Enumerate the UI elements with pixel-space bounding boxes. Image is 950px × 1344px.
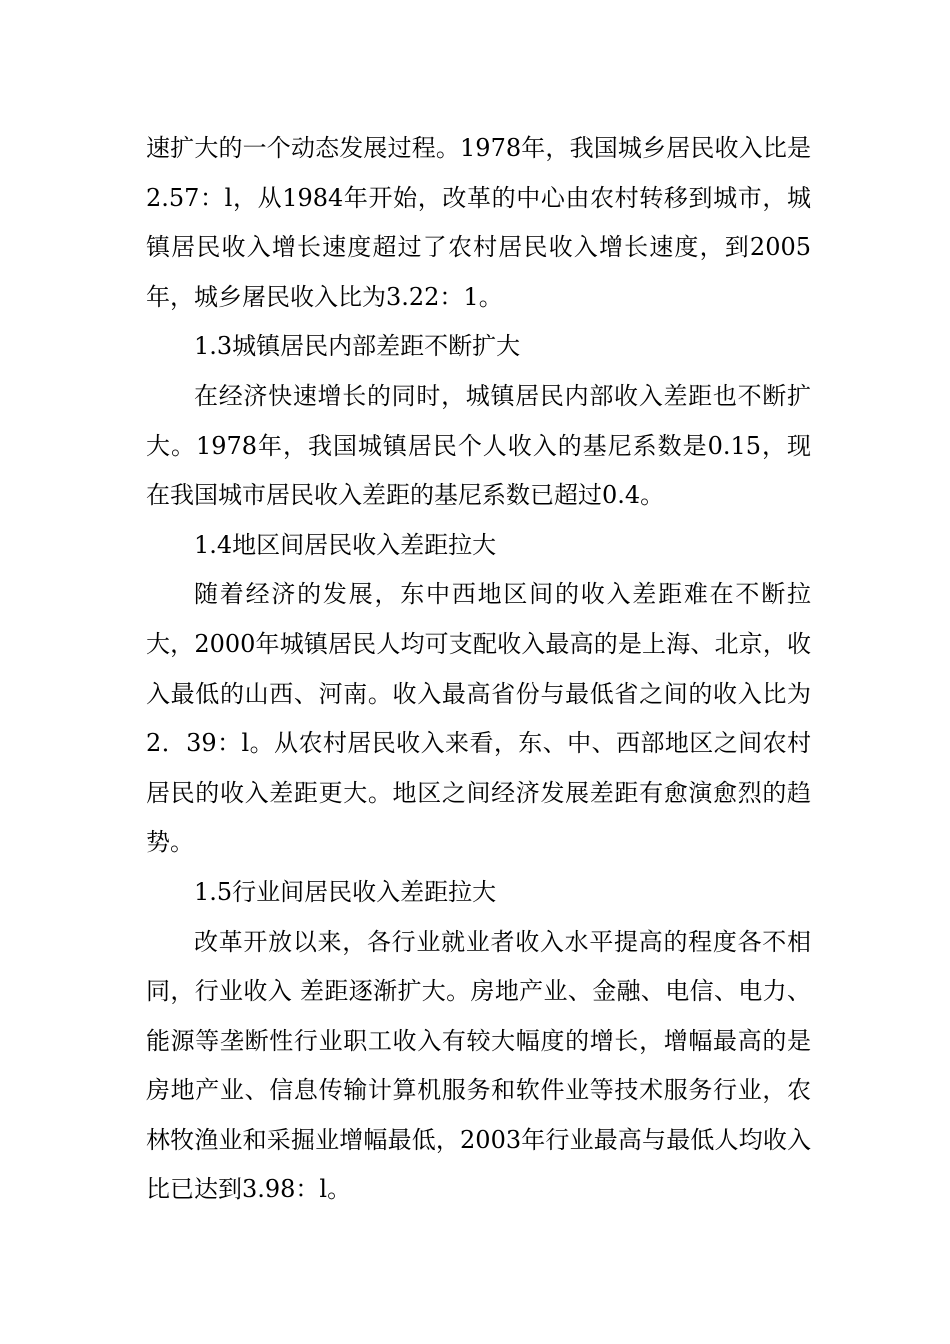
paragraph-urban-rural-ratio: 速扩大的一个动态发展过程。1978年，我国城乡居民收入比是2.57：l，从1984年开始，改革的中心由农村转移到城市，城镇居民收入增长速度超过了农村居民收入增长速度，到2005年，城乡屠民收入比为3.22：1。 [146, 134, 811, 311]
section-heading-1-4: 1.4地区间居民收入差距拉大 [194, 530, 497, 559]
section-heading-1-3: 1.3城镇居民内部差距不断扩大 [194, 332, 521, 361]
document-body [146, 124, 811, 1215]
section-heading-1-5: 1.5行业间居民收入差距拉大 [194, 877, 497, 906]
paragraph-regional-gap: 随着经济的发展，东中西地区间的收入差距难在不断拉大，2000年城镇居民人均可支配收入最高的是上海、北京，收入最低的山西、河南。收入最高省份与最低省之间的收入比为2．39：l。从农村居民收入来看，东、中、西部地区之间农村居民的收入差距更大。地区之间经济发展差距有愈演愈烈的趋势。 [146, 580, 811, 857]
paragraph-industry-gap: 改革开放以来，各行业就业者收入水平提高的程度各不相同，行业收入 差距逐渐扩大。房地产业、金融、电信、电力、能源等垄断性行业职工收入有较大幅度的增长，增幅最高的是房地产业、信息传输计算机服务和软件业等技术服务行业，农林牧渔业和采掘业增幅最低，2003年行业最高与最低人均收入比已达到3.98：l。 [146, 927, 811, 1204]
paragraph-urban-internal-gap: 在经济快速增长的同时，城镇居民内部收入差距也不断扩大。1978年，我国城镇居民个人收入的基尼系数是0.15，现在我国城市居民收入差距的基尼系数已超过0.4。 [146, 381, 811, 510]
